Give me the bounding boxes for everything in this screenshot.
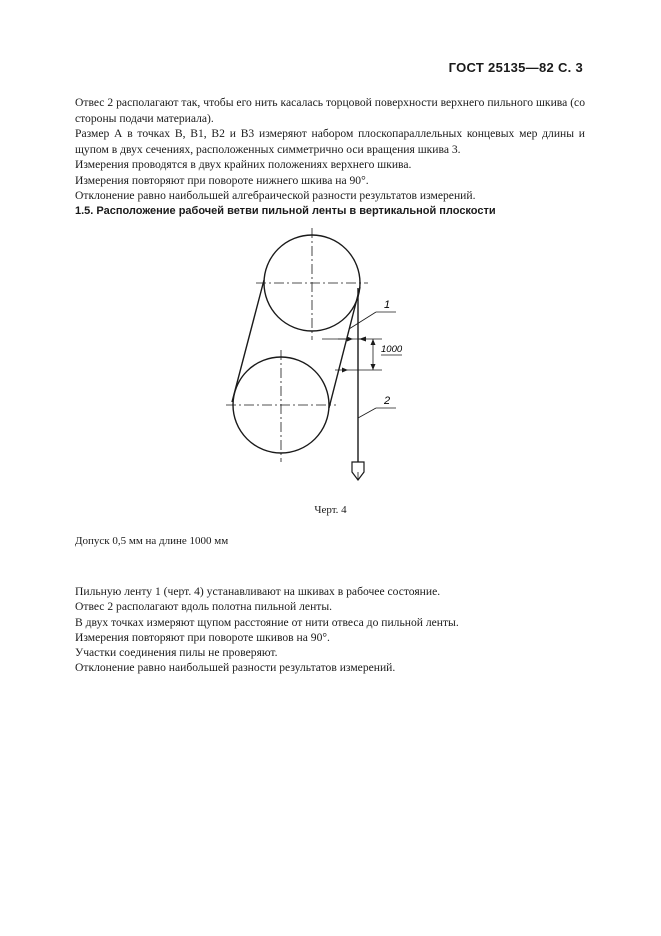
- paragraph-2: Размер А в точках В, В1, В2 и В3 измеряют набором плоскопараллельных концевых мер длины и щупом в двух сечениях, расположенных симметрично оси вращения шкива 3.: [75, 127, 585, 156]
- paragraph-5: Отклонение равно наибольшей алгебраической разности результатов измерений.: [75, 189, 476, 202]
- list-item: Измерения повторяют при повороте шкивов на 90°.: [75, 630, 330, 644]
- label-2: 2: [384, 395, 391, 407]
- dimension-label: 1000: [381, 344, 403, 355]
- list-item: В двух точках измеряют щупом расстояние от нити отвеса до пильной ленты.: [75, 615, 459, 629]
- list-item: Отклонение равно наибольшей разности результатов измерений.: [75, 661, 396, 675]
- list-item: Отвес 2 располагают вдоль полотна пильной ленты.: [75, 600, 333, 614]
- list-item: Участки соединения пилы не проверяют.: [75, 646, 278, 660]
- paragraph-3: Измерения проводятся в двух крайних положениях верхнего шкива.: [75, 158, 412, 171]
- figure-caption: Черт. 4: [314, 504, 347, 516]
- section-title: 1.5. Расположение рабочей ветви пильной ленты в вертикальной плоскости: [75, 204, 496, 217]
- tolerance-note: Допуск 0,5 мм на длине 1000 мм: [75, 535, 229, 547]
- belt-left: [232, 280, 264, 402]
- bottom-text-block: [75, 584, 585, 676]
- label-1: 1: [384, 299, 391, 311]
- belt-right: [329, 287, 360, 408]
- paragraph-4: Измерения повторяют при повороте нижнего шкива на 90°.: [75, 173, 369, 187]
- paragraph-1: Отвес 2 располагают так, чтобы его нить касалась торцовой поверхности верхнего пильного шкива (со стороны подачи материала).: [75, 96, 585, 125]
- list-item: Пильную ленту 1 (черт. 4) устанавливают на шкивах в рабочее состояние.: [75, 585, 441, 598]
- page-header: ГОСТ 25135—82 С. 3: [448, 60, 583, 75]
